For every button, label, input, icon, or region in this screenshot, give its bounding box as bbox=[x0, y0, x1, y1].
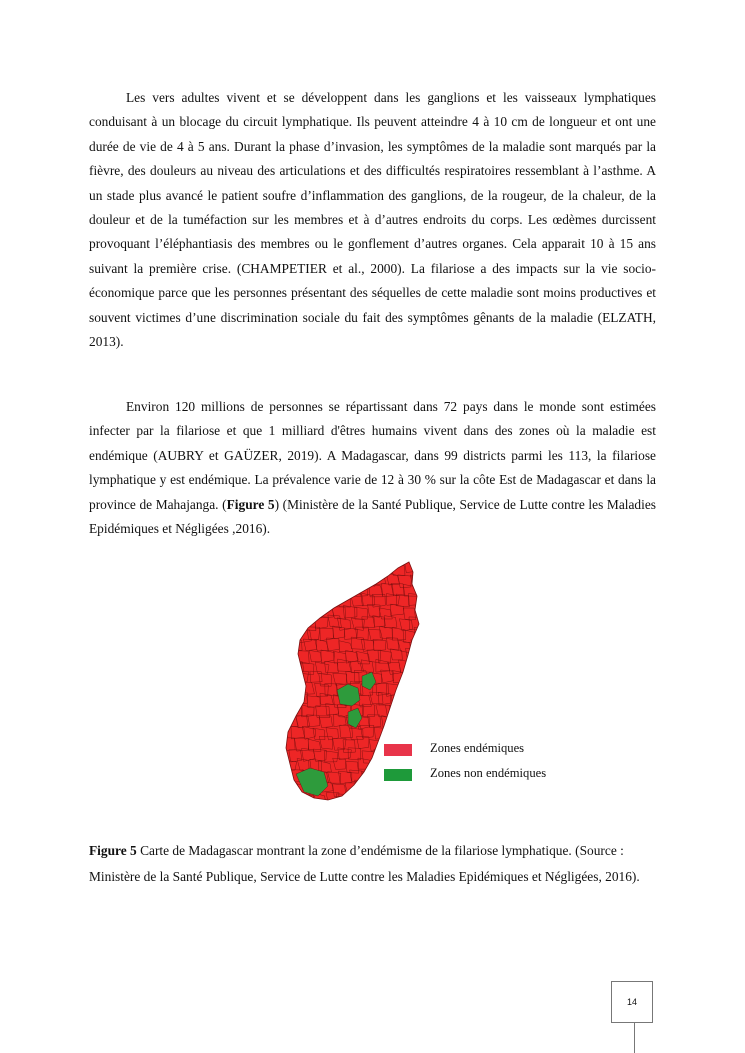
district-border bbox=[350, 573, 363, 586]
district-border bbox=[410, 703, 423, 716]
district-border bbox=[423, 573, 432, 585]
district-border bbox=[302, 596, 316, 607]
district-border bbox=[415, 564, 428, 577]
district-border bbox=[420, 706, 432, 719]
district-border bbox=[362, 793, 374, 805]
district-border bbox=[400, 682, 413, 693]
district-border bbox=[367, 782, 380, 795]
district-border bbox=[295, 584, 309, 596]
caption-text: Carte de Madagascar montrant la zone d’endémisme de la filariose lymphatique. (Source : Ministère de la Santé Publique, Service de Lutte contre les Maladies Epidémiques et Négligées, 2016). bbox=[89, 843, 640, 884]
district-border bbox=[416, 694, 430, 707]
district-border bbox=[411, 640, 424, 652]
district-border bbox=[380, 563, 393, 574]
legend-label-non-endemic: Zones non endémiques bbox=[430, 766, 547, 780]
district-border bbox=[326, 571, 338, 583]
district-border bbox=[405, 694, 419, 706]
district-border bbox=[370, 761, 382, 773]
district-border bbox=[331, 564, 344, 577]
district-border bbox=[362, 771, 375, 783]
paragraph-2 bbox=[89, 395, 656, 541]
caption-label: Figure 5 bbox=[89, 843, 137, 858]
page-number-box bbox=[611, 981, 653, 1023]
district-border bbox=[409, 794, 422, 805]
district-border bbox=[326, 594, 338, 606]
district-border bbox=[284, 605, 297, 618]
figure-caption bbox=[89, 838, 656, 890]
district-border bbox=[356, 562, 369, 573]
district-border bbox=[289, 792, 303, 803]
district-border bbox=[332, 583, 345, 595]
district-border bbox=[416, 584, 430, 596]
district-border bbox=[411, 750, 423, 762]
district-border bbox=[403, 715, 417, 727]
district-border bbox=[291, 682, 305, 694]
paragraph-2-text-start: Environ 120 millions de personnes se répartissant dans 72 pays dans le monde sont estimées infecter par la filariose et que 1 milliard d'êtres humains vivent dans des zones où la maladie est endémique (AUBRY et GAÜZER, 2019). A Madagascar, dans 99 districts parmi les 113, la filariose lymphatique y est endémique. La prévalence varie de 12 à 30 % sur la côte Est de Madagascar et dans la province de Mahajanga. ( bbox=[89, 399, 656, 512]
district-border bbox=[290, 574, 303, 586]
district-border bbox=[422, 795, 432, 805]
legend-swatch-non-endemic bbox=[384, 769, 412, 781]
district-border bbox=[397, 704, 409, 717]
district-border bbox=[284, 652, 298, 664]
district-border bbox=[313, 571, 326, 583]
page-number: 14 bbox=[626, 997, 637, 1007]
district-border bbox=[321, 583, 335, 595]
district-border bbox=[349, 793, 362, 805]
district-border bbox=[284, 629, 298, 641]
district-border bbox=[296, 562, 309, 573]
legend-label-endemic: Zones endémiques bbox=[430, 741, 525, 755]
district-border bbox=[282, 583, 295, 594]
district-border bbox=[411, 726, 424, 739]
district-border bbox=[415, 717, 429, 729]
district-border bbox=[415, 606, 427, 618]
district-border bbox=[392, 717, 406, 729]
district-border bbox=[399, 792, 411, 804]
district-border bbox=[416, 782, 429, 794]
district-border bbox=[306, 606, 319, 618]
page-number-rule bbox=[634, 1023, 635, 1053]
district-border bbox=[312, 594, 326, 606]
legend-swatch-endemic bbox=[384, 744, 412, 756]
figure-reference: Figure 5 bbox=[226, 496, 275, 512]
paragraph-1: Les vers adultes vivent et se développent dans les ganglions et les vaisseaux lymphatiques conduisant à un blocage du circuit lymphatique. Ils peuvent atteindre 4 à 10 cm de longueur et ont une durée de vie de 4 à 5 ans. Durant la phase d’invasion, les symptômes de la maladie sont marqués par la fièvre, des douleurs au niveau des articulations et des difficultés respiratoires ressemblant à l’asthme. A un stade plus avancé le patient soufre d’inflammation des ganglions, de la rougeur, de la chaleur, de la douleur et de la tuméfaction sur les membres et à d’autres endroits du corps. Les œdèmes durcissent provoquant l’éléphantiasis des membres ou le gonflement d’autres organes. Cela apparait 10 à 15 ans suivant la première crise. (CHAMPETIER et al., 2000). La filariose a des impacts sur la vie socio-économique parce que les personnes présentant des séquelles de cette maladie sont moins productives et souvent victimes d’une discrimination sociale du fait des symptômes gênants de la maladie (ELZATH, 2013). bbox=[89, 90, 656, 350]
district-border bbox=[409, 682, 423, 694]
district-border bbox=[399, 729, 412, 742]
district-border bbox=[300, 572, 313, 585]
district-border bbox=[284, 670, 297, 682]
district-border bbox=[421, 729, 432, 741]
district-border bbox=[294, 606, 308, 618]
district-border bbox=[380, 784, 393, 797]
district-border bbox=[416, 758, 429, 770]
district-border bbox=[386, 795, 399, 805]
district-border bbox=[393, 784, 406, 796]
district-border bbox=[405, 670, 419, 682]
district-border bbox=[363, 574, 375, 587]
district-border bbox=[422, 638, 432, 650]
district-border bbox=[343, 561, 355, 574]
district-border bbox=[307, 585, 320, 598]
district-border bbox=[286, 695, 298, 706]
district-border bbox=[366, 562, 380, 574]
paragraph-2-text-end: ) (Ministère de la Santé Publique, Service de Lutte contre les Maladies Epidémiques et Négligées ,2016). bbox=[89, 496, 657, 537]
district-border bbox=[284, 784, 298, 795]
district-border bbox=[420, 683, 432, 695]
district-border bbox=[416, 651, 430, 663]
district-border bbox=[375, 794, 388, 805]
district-border bbox=[421, 596, 432, 608]
district-border bbox=[284, 562, 297, 575]
district-border bbox=[339, 572, 352, 583]
district-border bbox=[409, 661, 423, 674]
district-border bbox=[422, 661, 432, 672]
district-border bbox=[309, 561, 322, 574]
district-border bbox=[318, 562, 332, 574]
district-border bbox=[416, 673, 429, 685]
district-border bbox=[388, 725, 401, 738]
district-border bbox=[402, 784, 415, 797]
district-border bbox=[292, 616, 306, 628]
district-border bbox=[423, 618, 432, 630]
district-border bbox=[290, 595, 303, 608]
district-border bbox=[415, 738, 429, 750]
district-border bbox=[344, 584, 358, 595]
